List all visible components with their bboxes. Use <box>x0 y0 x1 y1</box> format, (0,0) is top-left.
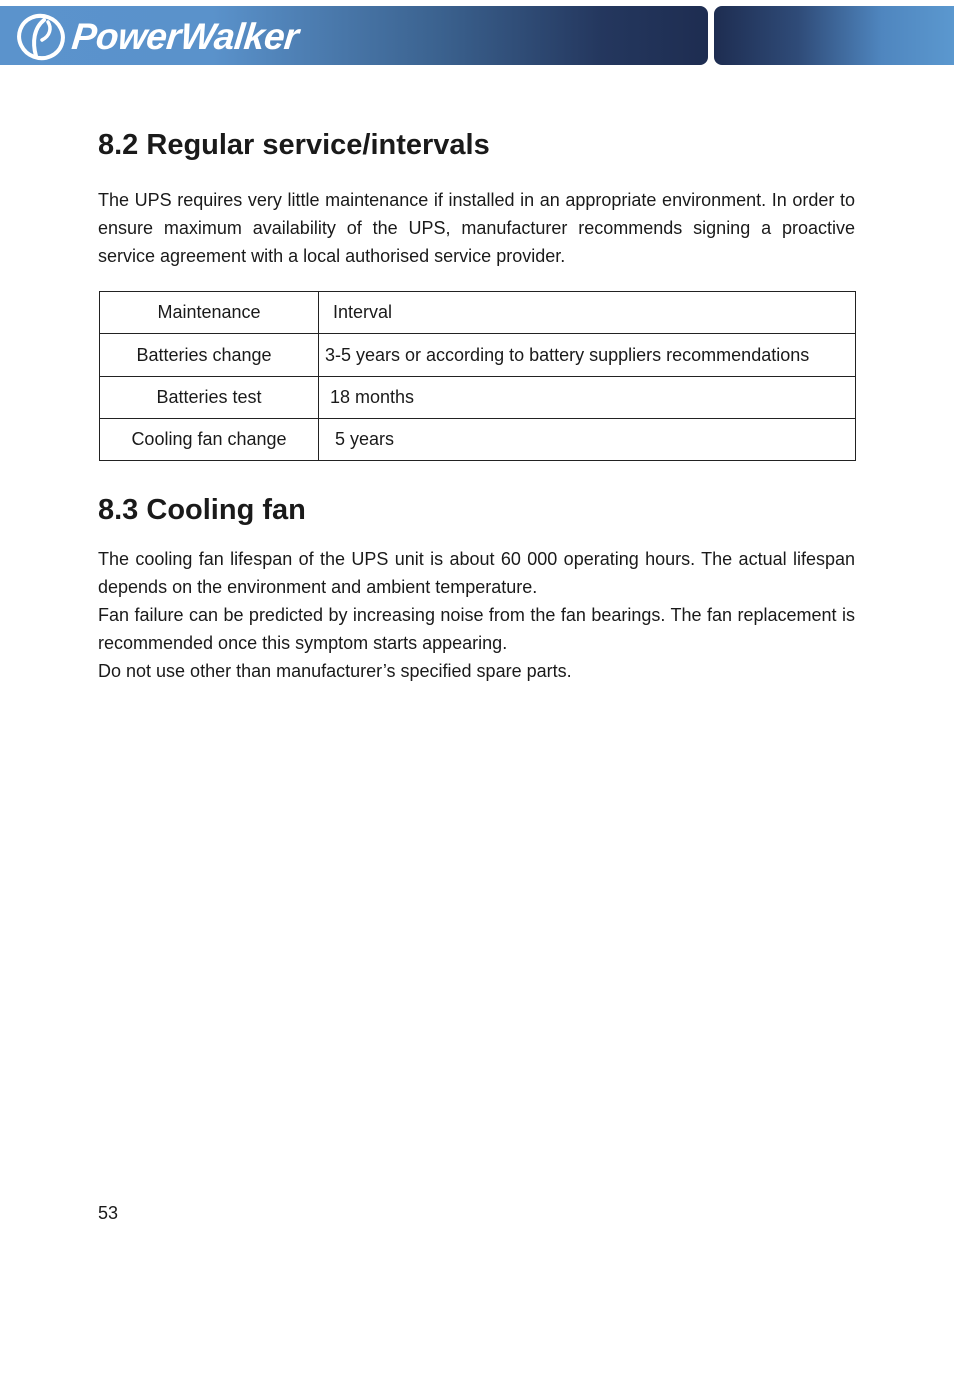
table-cell-maintenance: Batteries test <box>100 377 319 419</box>
section-8-2-paragraph: The UPS requires very little maintenance if installed in an appropriate environment. In order to ensure maximum availability of the UPS, manufacturer recommends signing a proactive service agreement with a local authorised service provider. <box>98 190 855 266</box>
table-cell-interval: 5 years <box>319 419 856 461</box>
powerwalker-swirl-logo-icon <box>14 12 72 62</box>
header-banner-left <box>0 6 708 65</box>
table-header-row <box>100 292 856 334</box>
table-cell-interval: 18 months <box>319 377 856 419</box>
brand-logo <box>14 12 301 62</box>
table-cell-maintenance: Cooling fan change <box>100 419 319 461</box>
section-8-3-title: 8.3 Cooling fan <box>98 494 306 526</box>
brand-name: PowerWalker <box>69 16 301 57</box>
table-cell-interval: 3-5 years or according to battery suppliers recommendations <box>319 334 856 377</box>
section-8-3-body <box>98 545 855 685</box>
section-8-3-paragraph-3: Do not use other than manufacturer’s specified spare parts. <box>98 661 572 681</box>
section-8-2-title: 8.2 Regular service/intervals <box>98 129 490 161</box>
section-8-3-paragraph-2: Fan failure can be predicted by increasing noise from the fan bearings. The fan replacement is recommended once this symptom starts appearing. <box>98 605 855 653</box>
header-banner-right <box>714 6 954 65</box>
table-row <box>100 377 856 419</box>
service-interval-table <box>99 291 856 461</box>
page-number: 53 <box>98 1203 119 1223</box>
table-row <box>100 419 856 461</box>
table-row <box>100 334 856 377</box>
table-cell-maintenance: Batteries change <box>100 334 319 377</box>
section-8-3-paragraph-1: The cooling fan lifespan of the UPS unit is about 60 000 operating hours. The actual lifespan depends on the environment and ambient temperature. <box>98 549 855 597</box>
table-header-interval: Interval <box>319 292 856 334</box>
table-header-maintenance: Maintenance <box>100 292 319 334</box>
